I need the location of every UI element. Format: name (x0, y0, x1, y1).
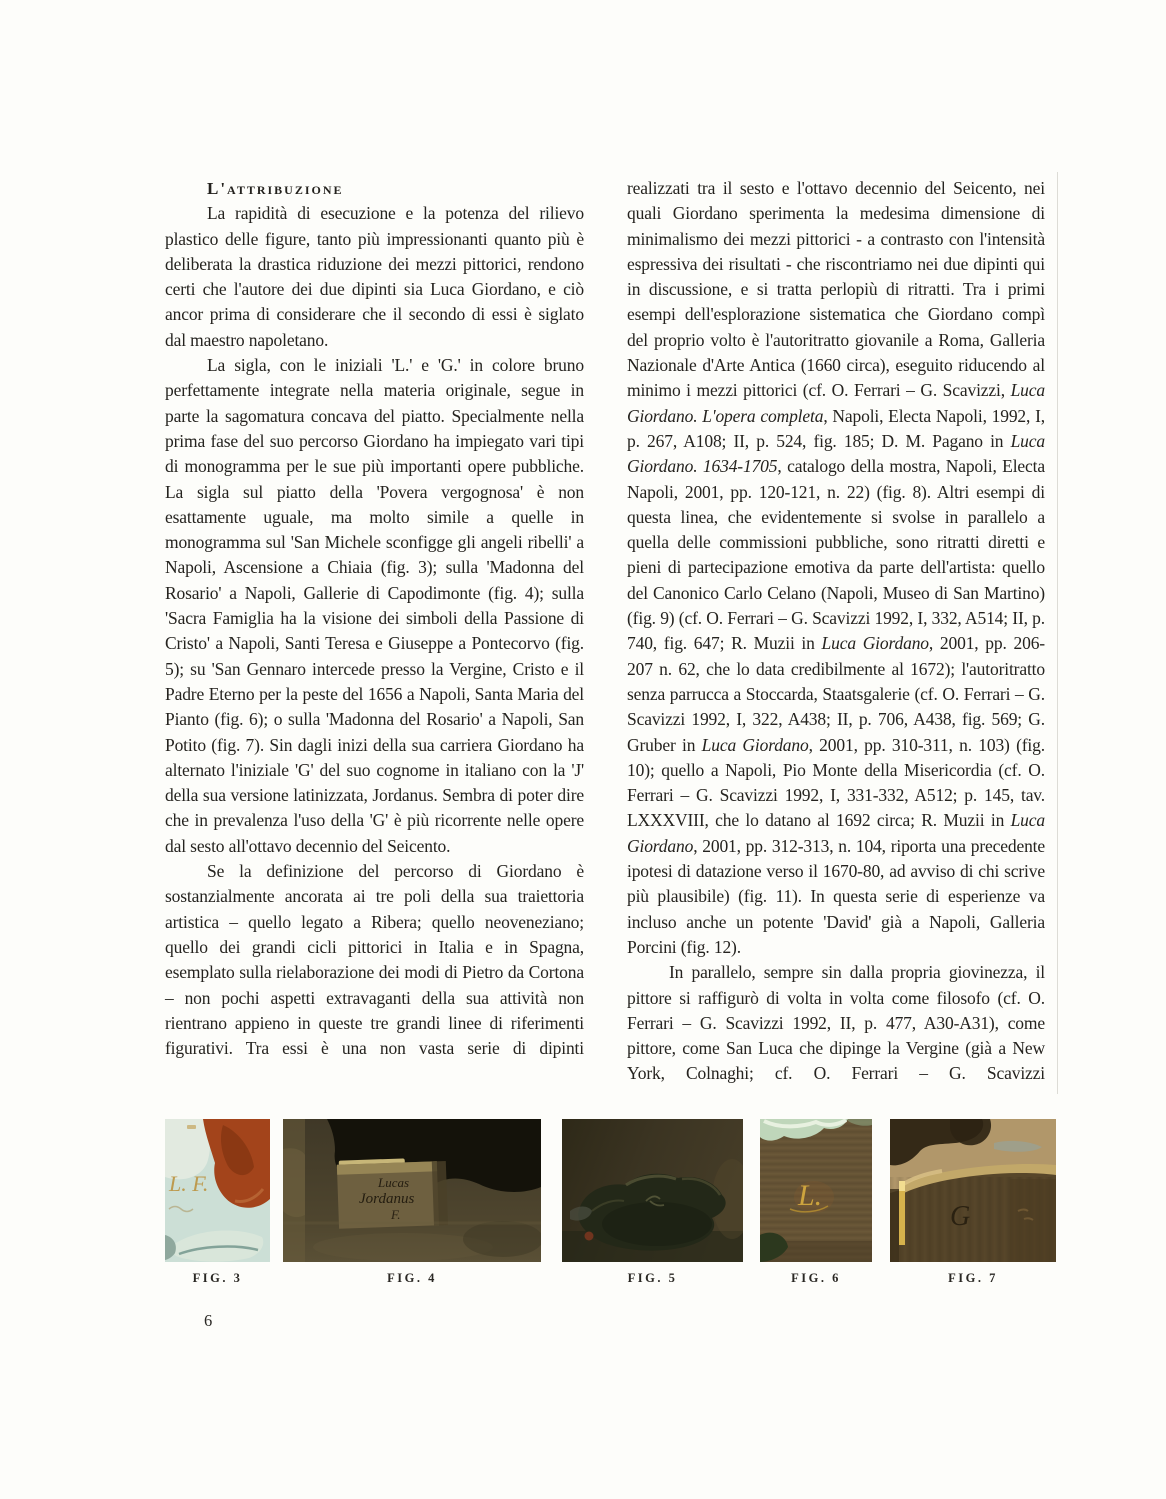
section-heading: L'attribuzione (207, 179, 344, 198)
left-text-column (165, 176, 584, 1061)
paragraph: La sigla, con le iniziali 'L.' e 'G.' in colore bruno perfettamente integrate nella materia originale, segue in parte la sagomatura concava del piatto. Specialmente nella prima fase del suo percorso Giordano ha impiegato vari tipi di monogramma per le sue più importanti opere pubbliche. La sigla sul piatto della 'Povera vergognosa' è non esattamente uguale, ma molto simile a quelle in monogramma sul 'San Michele sconfigge gli angeli ribelli' a Napoli, Ascensione a Chiaia (fig. 3); sulla 'Madonna del Rosario' a Napoli, Gallerie di Capodimonte (fig. 4); sulla 'Sacra Famiglia ha la visione dei simboli della Passione di Cristo' a Napoli, Santi Teresa e Giuseppe a Pontecorvo (fig. 5); su 'San Gennaro intercede presso la Vergine, Cristo e il Padre Eterno per la peste del 1656 a Napoli, Santa Maria del Pianto (fig. 6); o sulla 'Madonna del Rosario' a Napoli, San Potito (fig. 7). Sin dagli inizi della sua carriera Giordano ha alternato l'iniziale 'G' del suo cognome in italiano con la 'J' della sua versione latinizzata, Jordanus. Sembra di poter dire che in prevalenza l'uso della 'G' è più ricorrente nelle opere dal sesto all'ottavo decennio del Seicento. (165, 355, 584, 856)
figure-6 (760, 1119, 872, 1262)
right-text-column (627, 176, 1045, 1087)
figure-7 (890, 1119, 1056, 1262)
fig3-monogram: L. F. (169, 1171, 209, 1196)
figure-caption: FIG. 3 (192, 1271, 243, 1285)
paragraph: In parallelo, sempre sin dalla propria giovinezza, il pittore si raffigurò di volta in volta come filosofo (cf. O. Ferrari – G. Scavizzi 1992, II, p. 477, A30-A31), come pittore, come San Luca che dipinge la Vergine (già a New York, Colnaghi; cf. O. Ferrari – G. Scavizzi (627, 962, 1045, 1084)
page-number: 6 (204, 1311, 213, 1330)
paragraph: La rapidità di esecuzione e la potenza del rilievo plastico delle figure, tanto più impressionanti quanto più è deliberata la drastica riduzione dei mezzi pittorici, rendono certi che l'autore dei due dipinti sia Luca Giordano, e ciò ancor prima di considerare che il secondo di essi è siglato dal maestro napoletano. (165, 203, 584, 350)
figure-6-image (760, 1119, 872, 1262)
fig4-inscription-line2: Jordanus (359, 1191, 415, 1207)
figure-7-image (890, 1119, 1056, 1262)
paragraph: realizzati tra il sesto e l'ottavo decennio del Seicento, nei quali Giordano sperimenta la medesima dimensione di minimalismo dei mezzi pittorici - a contrasto con l'intensità espressiva dei risultati - che riscontriamo nei due dipinti qui in discussione, e si tratta perlopiù di ritratti. Tra i primi esempi dell'esplorazione sistematica che Giordano compì del proprio volto è l'autoritratto giovanile a Roma, Galleria Nazionale d'Arte Antica (1660 circa), eseguito riducendo al minimo i mezzi pittorici (cf. O. Ferrari – G. Scavizzi, Luca Giordano. L'opera completa, Napoli, Electa Napoli, 1992, I, p. 267, A108; II, p. 524, fig. 185; D. M. Pagano in Luca Giordano. 1634-1705, catalogo della mostra, Napoli, Electa Napoli, 2001, pp. 120-121, n. 22) (fig. 8). Altri esempi di questa linea, che evidentemente si svolse in parallelo a quella delle commissioni pubbliche, sono ritratti diretti e pieni di partecipazione emotiva da parte dell'artista: quello del Canonico Carlo Celano (Napoli, Museo di San Martino) (fig. 9) (cf. O. Ferrari – G. Scavizzi 1992, I, 332, A514; II, p. 740, fig. 647; R. Muzii in Luca Giordano, 2001, pp. 206-207 n. 62, che lo data credibilmente al 1672); l'autoritratto senza parrucca a Stoccarda, Staatsgalerie (cf. O. Ferrari – G. Scavizzi 1992, I, 322, A438; II, p. 706, A438, fig. 569; G. Gruber in Luca Giordano, 2001, pp. 310-311, n. 103) (fig. 10); quello a Napoli, Pio Monte della Misericordia (cf. O. Ferrari – G. Scavizzi 1992, I, 331-332, A512; p. 145, tav. LXXXVIII, che lo datano al 1692 circa; R. Muzii in Luca Giordano, 2001, pp. 312-313, n. 104, riporta una precedente ipotesi di datazione verso il 1670-80, ad avviso di chi scrive più plausibile) (fig. 11). In questa serie di esperienze va incluso anche un potente 'David' già a Napoli, Galleria Porcini (fig. 12). (627, 178, 1045, 957)
figure-4-image (283, 1119, 541, 1262)
paragraph: Se la definizione del percorso di Giordano è sostanzialmente ancorata ai tre poli della sua traiettoria artistica – quello legato a Ribera; quello neoveneziano; quello dei grandi cicli pittorici in Italia e in Spagna, esemplato sulla rielaborazione dei modi di Pietro da Cortona – non pochi aspetti extravaganti della sua attività non rientrano appieno in queste tre grandi linee di riferimenti figurativi. Tra essi è una non vasta serie di dipinti (165, 861, 584, 1059)
figure-5-image (562, 1119, 743, 1262)
figure-3 (165, 1119, 270, 1262)
fig7-monogram: G (950, 1201, 971, 1232)
figure-caption: FIG. 7 (948, 1271, 998, 1285)
scan-artifact-line (1057, 172, 1058, 1094)
figure-4 (283, 1119, 541, 1262)
figure-caption: FIG. 5 (627, 1271, 678, 1285)
fig4-inscription-line3: F. (391, 1207, 401, 1222)
fig6-monogram: L. (798, 1179, 823, 1212)
figure-caption: FIG. 6 (791, 1271, 841, 1285)
figure-5 (562, 1119, 743, 1262)
figure-caption: FIG. 4 (387, 1271, 437, 1285)
fig4-inscription-line1: Lucas (378, 1175, 410, 1190)
figure-3-image (165, 1119, 270, 1262)
